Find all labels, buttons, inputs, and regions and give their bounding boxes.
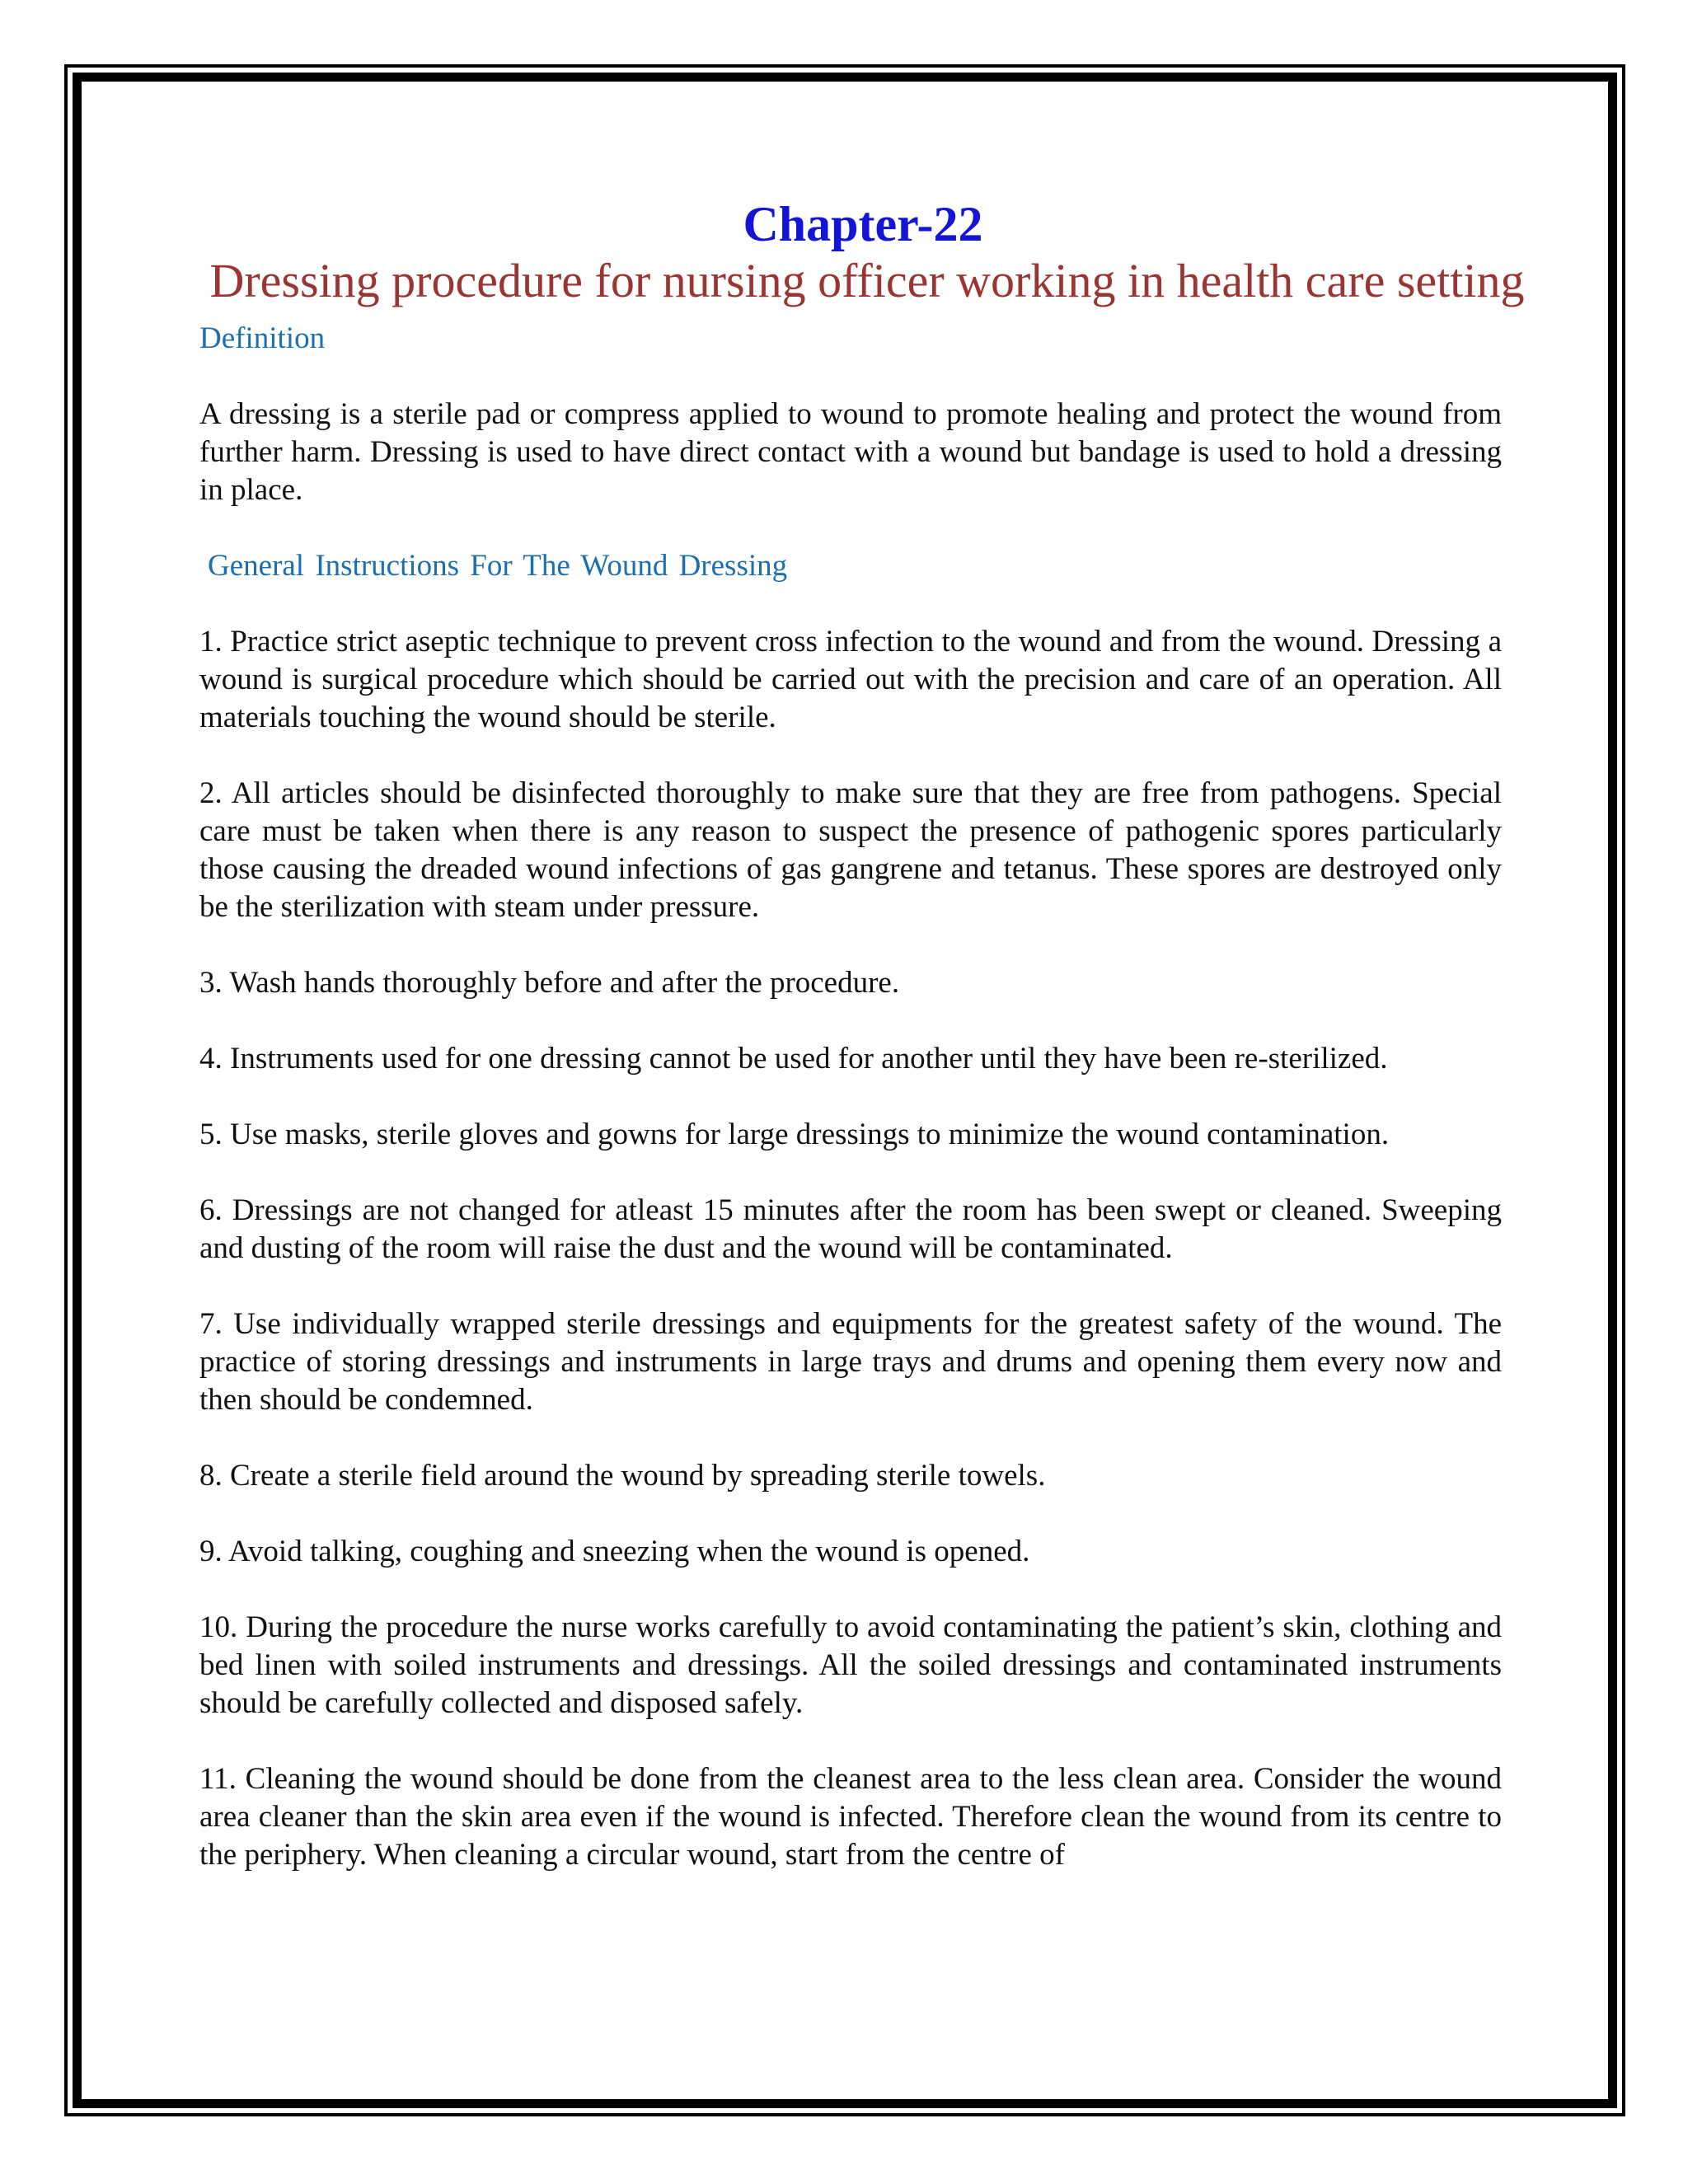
instruction-item: 2. All articles should be disinfected thoroughly to make sure that they are free from pathogens. Special care must be taken when there is any reason to suspect the presence of pathogenic spores particularly those causing the dreaded wound infections of gas gangrene and tetanus. These spores are destroyed only be the sterilization with steam under pressure.	[199, 776, 1502, 924]
instruction-item: 5. Use masks, sterile gloves and gowns for large dressings to minimize the wound contamination.	[199, 1118, 1390, 1151]
chapter-label: Chapter-22	[743, 197, 983, 251]
page-title: Dressing procedure for nursing officer working in health care setting	[209, 254, 1525, 307]
definition-heading: Definition	[199, 321, 326, 355]
instruction-item: 9. Avoid talking, coughing and sneezing when the wound is opened.	[199, 1535, 1030, 1568]
instruction-item: 3. Wash hands thoroughly before and after the procedure.	[199, 966, 900, 1000]
instruction-item: 1. Practice strict aseptic technique to prevent cross infection to the wound and from the wound. Dressing a wound is surgical procedure which should be carried out with the precision and care of an operation. All materials touching the wound should be sterile.	[199, 625, 1502, 734]
instruction-item: 4. Instruments used for one dressing cannot be used for another until they have been re-sterilized.	[199, 1042, 1388, 1076]
instruction-item: 7. Use individually wrapped sterile dressings and equipments for the greatest safety of the wound. The practice of storing dressings and instruments in large trays and drums and opening them every now and then should be condemned.	[199, 1307, 1502, 1417]
instructions-list	[199, 623, 1502, 1874]
page-content	[199, 194, 1525, 1912]
definition-paragraph: A dressing is a sterile pad or compress applied to wound to promote healing and protect the wound from further harm. Dressing is used to have direct contact with a wound but bandage is used to hold a dressing in place.	[199, 397, 1502, 507]
instruction-item: 11. Cleaning the wound should be done from the cleanest area to the less clean area. Consider the wound area cleaner than the skin area even if the wound is infected. Therefore clean the wound from its centre to the periphery. When cleaning a circular wound, start from the centre of	[199, 1762, 1502, 1872]
instruction-item: 6. Dressings are not changed for atleast 15 minutes after the room has been swept or cleaned. Sweeping and dusting of the room will raise the dust and the wound will be contaminated.	[199, 1193, 1502, 1265]
instruction-item: 10. During the procedure the nurse works carefully to avoid contaminating the patient’s skin, clothing and bed linen with soiled instruments and dressings. All the soiled dressings and contaminated instruments should be carefully collected and disposed safely.	[199, 1610, 1502, 1720]
instruction-item: 8. Create a sterile field around the wound by spreading sterile towels.	[199, 1459, 1046, 1493]
general-instructions-heading: General Instructions For The Wound Dressing	[208, 549, 788, 583]
